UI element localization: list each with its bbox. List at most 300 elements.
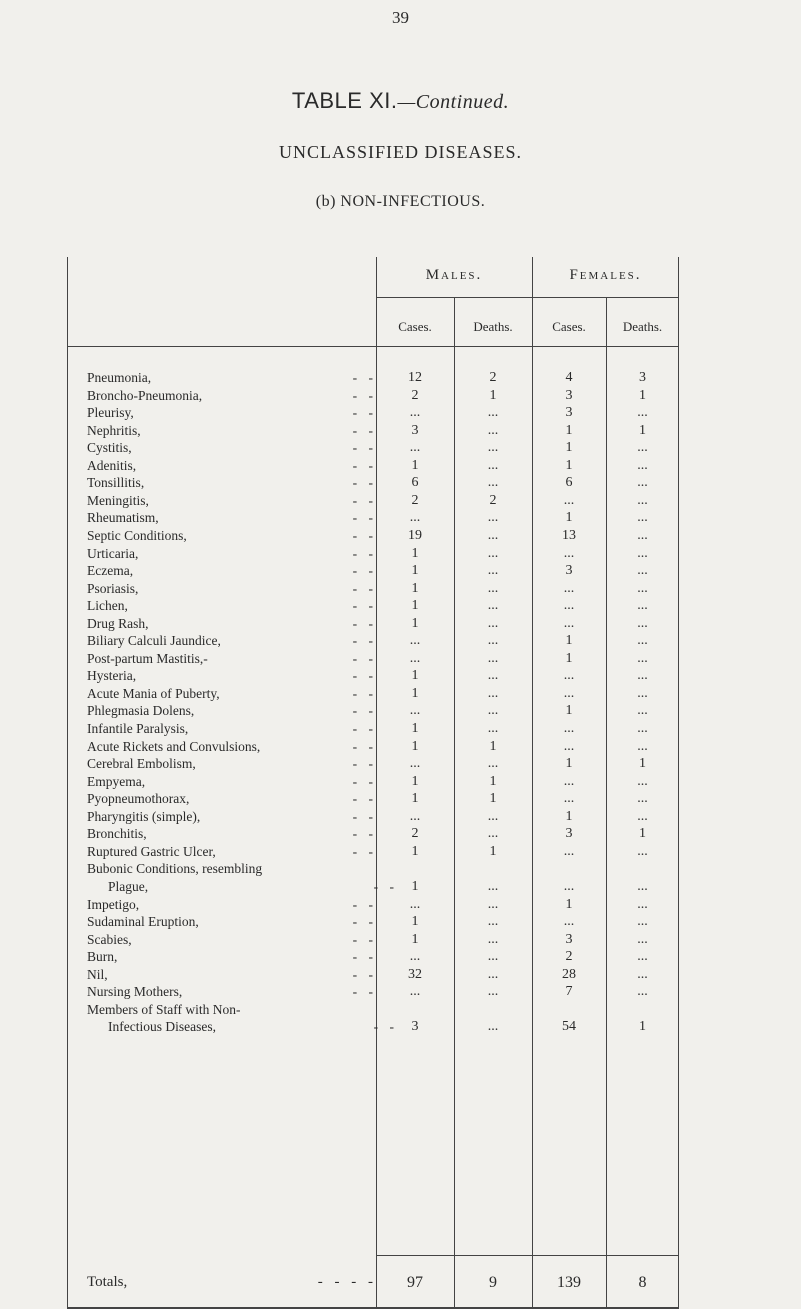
table-row — [67, 580, 679, 597]
females-deaths-cell: ... — [637, 773, 648, 789]
males-cases-cell: 12 — [408, 370, 422, 385]
leader-dashes: - - — [352, 791, 377, 807]
females-deaths-cell: 3 — [639, 370, 646, 385]
females-cases-cell: 1 — [565, 650, 573, 666]
disease-name — [87, 773, 377, 790]
disease-name-text: Pharyngitis (simple), — [87, 808, 201, 824]
males-deaths-cell: ... — [487, 650, 499, 666]
males-cases-cell: 1 — [411, 615, 419, 631]
disease-name — [87, 755, 377, 772]
males-cases-cell: 1 — [411, 668, 419, 684]
leader-dashes: - - — [352, 808, 377, 824]
disease-name-text: Pleurisy, — [87, 405, 134, 421]
disease-name — [87, 545, 377, 562]
females-cases-cell: ... — [563, 685, 575, 701]
males-cases-cell: ... — [409, 510, 421, 526]
males-cases-cell: ... — [409, 405, 421, 421]
females-deaths-cell: ... — [637, 615, 648, 631]
disease-name — [87, 983, 377, 1000]
males-cases-cell: 2 — [411, 826, 419, 842]
males-cases-cell: ... — [409, 896, 421, 912]
disease-name — [87, 860, 377, 877]
table-title — [0, 88, 801, 114]
females-deaths-cell: ... — [637, 510, 648, 526]
table-row — [67, 983, 679, 1000]
disease-name-text: Empyema, — [87, 773, 146, 789]
males-cases-cell: ... — [409, 650, 421, 666]
males-cases-cell: 1 — [411, 721, 419, 736]
table-row — [67, 896, 679, 913]
disease-name-text: Biliary Calculi Jaundice, — [87, 633, 221, 649]
females-cases-cell: 3 — [565, 387, 573, 403]
males-cases-cell: 1 — [411, 545, 419, 561]
disease-name-text: Urticaria, — [87, 545, 139, 561]
females-cases-cell: ... — [563, 668, 575, 684]
males-deaths-cell: ... — [487, 826, 499, 842]
leader-dashes: - - — [352, 914, 377, 930]
disease-name-text: Acute Rickets and Convulsions, — [87, 738, 261, 754]
disease-name-text: Nursing Mothers, — [87, 984, 183, 1000]
leader-dashes: - - — [352, 931, 377, 947]
table-row — [67, 492, 679, 509]
table-title-main: TABLE XI. — [291, 88, 398, 113]
males-deaths-cell: ... — [487, 1019, 499, 1035]
males-cases-cell: 1 — [411, 457, 419, 473]
males-deaths-cell: ... — [487, 984, 499, 1000]
header-females: Females. — [569, 267, 642, 283]
females-deaths-cell: ... — [637, 703, 648, 719]
females-deaths-cell: ... — [637, 914, 648, 930]
totals-dots: - - - - — [317, 1274, 377, 1290]
page-number: 39 — [392, 8, 409, 27]
males-deaths-cell: ... — [487, 510, 499, 526]
males-deaths-cell: ... — [487, 668, 499, 684]
leader-dashes: - - — [352, 773, 377, 789]
males-cases-cell: 1 — [411, 843, 419, 859]
females-cases-cell: ... — [563, 773, 575, 789]
leader-dashes: - - — [352, 615, 377, 631]
header-females-deaths: Deaths. — [622, 319, 663, 334]
females-cases-cell: 1 — [565, 510, 573, 526]
table-row — [67, 843, 679, 860]
leader-dashes: - - — [352, 756, 377, 772]
disease-name — [87, 790, 377, 807]
disease-name — [87, 369, 377, 386]
disease-name-text: Scabies, — [87, 931, 132, 947]
disease-name — [87, 896, 377, 913]
males-deaths-cell: ... — [487, 878, 499, 894]
table-row — [67, 404, 679, 421]
females-deaths-cell: ... — [637, 545, 648, 561]
totals-row — [67, 1274, 679, 1291]
leader-dashes: - - — [352, 685, 377, 701]
females-deaths-cell: ... — [637, 685, 648, 701]
females-cases-cell: ... — [563, 843, 575, 859]
disease-name — [87, 650, 377, 667]
leader-dashes: - - — [352, 527, 377, 543]
males-cases-cell: 1 — [411, 685, 419, 701]
males-deaths-cell: ... — [487, 721, 499, 736]
males-cases-cell: 6 — [411, 475, 419, 491]
disease-name — [87, 632, 377, 649]
disease-name — [87, 720, 377, 737]
disease-name — [87, 667, 377, 684]
females-cases-cell: 3 — [565, 563, 573, 579]
males-cases-cell: ... — [409, 984, 421, 1000]
males-cases-cell: ... — [409, 440, 421, 456]
males-deaths-cell: ... — [487, 756, 499, 772]
disease-name — [87, 738, 377, 755]
header-females-cases: Cases. — [552, 319, 586, 334]
males-deaths-cell: ... — [487, 949, 499, 965]
males-deaths-cell: 2 — [489, 492, 497, 508]
females-deaths-cell: ... — [637, 843, 648, 859]
disease-name-text: Infantile Paralysis, — [87, 721, 189, 736]
header-males-deaths: Deaths. — [473, 319, 513, 334]
table-row — [67, 825, 679, 842]
disease-name — [87, 562, 377, 579]
table-row — [67, 615, 679, 632]
leader-dashes: - - — [352, 966, 377, 982]
males-deaths-cell: ... — [487, 457, 499, 473]
males-deaths-cell: 2 — [489, 370, 497, 385]
females-cases-cell: ... — [563, 598, 575, 614]
males-deaths-cell: ... — [487, 580, 499, 596]
females-cases-cell: ... — [563, 738, 575, 754]
females-deaths-cell: 1 — [639, 387, 646, 403]
disease-name-text: Infectious Diseases, — [108, 1019, 216, 1035]
table-row — [67, 597, 679, 614]
leader-dashes: - - — [352, 843, 377, 859]
males-deaths-cell: ... — [487, 615, 499, 631]
males-deaths-cell: 1 — [489, 773, 497, 789]
disease-name — [87, 457, 377, 474]
disease-name-text: Lichen, — [87, 598, 128, 614]
females-deaths-cell: ... — [637, 492, 648, 508]
leader-dashes: - - — [352, 422, 377, 438]
disease-name-text: Plague, — [108, 878, 149, 894]
males-deaths-cell: 1 — [489, 843, 497, 859]
leader-dashes: - - — [352, 370, 377, 385]
leader-dashes: - - — [352, 826, 377, 842]
females-deaths-cell: ... — [637, 896, 648, 912]
table-row — [67, 702, 679, 719]
leader-dashes: - - — [352, 405, 377, 421]
disease-name — [87, 966, 377, 983]
leader-dashes: - - — [373, 878, 398, 894]
females-deaths-cell: 1 — [639, 826, 646, 842]
males-deaths-cell: ... — [487, 896, 499, 912]
leader-dashes: - - — [352, 580, 377, 596]
males-cases-cell: ... — [409, 756, 421, 772]
leader-dashes: - - — [352, 984, 377, 1000]
disease-name-text: Rheumatism, — [87, 510, 159, 526]
disease-name-text: Pneumonia, — [87, 370, 152, 385]
disease-name-text: Phlegmasia Dolens, — [87, 703, 195, 719]
females-cases-cell: 1 — [565, 440, 573, 456]
females-deaths-cell: ... — [637, 633, 648, 649]
females-cases-cell: 2 — [565, 949, 573, 965]
females-cases-cell: 1 — [565, 808, 573, 824]
females-cases-cell: ... — [563, 492, 575, 508]
males-cases-cell: ... — [409, 949, 421, 965]
females-cases-cell: 3 — [565, 826, 573, 842]
disease-name — [87, 422, 377, 439]
females-deaths-cell: 1 — [639, 1019, 646, 1035]
males-cases-cell: 1 — [411, 773, 419, 789]
females-deaths-cell: ... — [637, 598, 648, 614]
females-deaths-cell: 1 — [639, 756, 646, 772]
males-deaths-cell: ... — [487, 966, 499, 982]
females-deaths-cell: ... — [637, 878, 648, 894]
totals-males-deaths: 9 — [489, 1274, 497, 1291]
disease-name — [87, 404, 377, 421]
males-deaths-cell: 1 — [489, 387, 497, 403]
disease-name — [87, 825, 377, 842]
females-cases-cell: 28 — [562, 966, 576, 982]
table-title-continued: —Continued. — [397, 91, 510, 113]
disease-name — [87, 913, 377, 930]
males-cases-cell: ... — [409, 808, 421, 824]
totals-label — [87, 1274, 377, 1291]
disease-name — [87, 948, 377, 965]
leader-dashes: - - — [352, 457, 377, 473]
leader-dashes: - - — [352, 475, 377, 491]
males-deaths-cell: ... — [487, 527, 499, 543]
disease-name — [87, 387, 377, 404]
disease-name-text: Septic Conditions, — [87, 527, 187, 543]
males-cases-cell: 1 — [411, 878, 419, 894]
females-cases-cell: ... — [563, 615, 575, 631]
leader-dashes: - - — [352, 896, 377, 912]
table-row — [67, 738, 679, 755]
disease-name-text: Adenitis, — [87, 457, 137, 473]
females-cases-cell: 1 — [565, 422, 573, 438]
totals-males-cases: 97 — [407, 1274, 423, 1291]
leader-dashes: - - — [352, 668, 377, 684]
disease-name-text: Sudaminal Eruption, — [87, 914, 199, 930]
disease-name-text: Post-partum Mastitis,- — [87, 650, 208, 666]
males-deaths-cell: ... — [487, 931, 499, 947]
males-deaths-cell: ... — [487, 808, 499, 824]
females-deaths-cell: ... — [637, 791, 648, 807]
females-deaths-cell: ... — [637, 527, 648, 543]
table-row — [67, 931, 679, 948]
females-deaths-cell: ... — [637, 808, 648, 824]
males-cases-cell: 1 — [411, 791, 419, 807]
disease-name — [87, 702, 377, 719]
females-deaths-cell: ... — [637, 650, 648, 666]
table-row — [67, 667, 679, 684]
disease-name-text: Ruptured Gastric Ulcer, — [87, 843, 216, 859]
subsection-title: (b) NON-INFECTIOUS. — [315, 193, 486, 210]
disease-name — [108, 878, 398, 895]
females-deaths-cell: ... — [637, 721, 648, 736]
disease-name — [87, 439, 377, 456]
males-deaths-cell: ... — [487, 914, 499, 930]
table-row — [67, 650, 679, 667]
females-deaths-cell: ... — [637, 580, 648, 596]
table-row — [67, 439, 679, 456]
disease-name-text: Tonsillitis, — [87, 475, 145, 491]
leader-dashes: - - — [352, 949, 377, 965]
header-males: Males. — [425, 267, 483, 283]
females-deaths-cell: ... — [637, 984, 648, 1000]
table-row — [67, 422, 679, 439]
disease-name — [87, 580, 377, 597]
table-row — [67, 527, 679, 544]
leader-dashes: - - — [352, 387, 377, 403]
table-row — [67, 720, 679, 737]
leader-dashes: - - — [373, 1019, 398, 1035]
males-cases-cell: 1 — [411, 598, 419, 614]
males-cases-cell: 1 — [411, 563, 419, 579]
disease-name-text: Bubonic Conditions, resembling — [87, 861, 263, 877]
disease-name — [87, 615, 377, 632]
disease-name-text: Impetigo, — [87, 896, 140, 912]
disease-name — [87, 509, 377, 526]
disease-name-text: Bronchitis, — [87, 826, 147, 842]
table-row — [67, 808, 679, 825]
leader-dashes: - - — [352, 510, 377, 526]
females-deaths-cell: ... — [637, 931, 648, 947]
males-cases-cell: 1 — [411, 580, 419, 596]
females-cases-cell: 54 — [562, 1019, 576, 1035]
females-cases-cell: 1 — [565, 633, 573, 649]
females-cases-cell: 1 — [565, 896, 573, 912]
table-row — [67, 948, 679, 965]
females-cases-cell: 6 — [565, 475, 573, 491]
disease-name — [108, 1018, 398, 1035]
females-deaths-cell: 1 — [639, 422, 646, 438]
females-cases-cell: ... — [563, 914, 575, 930]
males-cases-cell: ... — [409, 703, 421, 719]
females-cases-cell: 4 — [565, 370, 573, 385]
disease-name — [87, 492, 377, 509]
totals-females-deaths: 8 — [638, 1274, 647, 1291]
disease-name-text: Psoriasis, — [87, 580, 139, 596]
table-row — [67, 1018, 679, 1035]
males-deaths-cell: ... — [487, 685, 499, 701]
disease-name — [87, 527, 377, 544]
leader-dashes: - - — [352, 492, 377, 508]
disease-name — [87, 597, 377, 614]
males-cases-cell: 1 — [411, 931, 419, 947]
disease-name-text: Cerebral Embolism, — [87, 756, 196, 772]
leader-dashes: - - — [352, 650, 377, 666]
disease-name-text: Drug Rash, — [87, 615, 149, 631]
disease-name-text: Members of Staff with Non- — [87, 1001, 241, 1017]
males-cases-cell: ... — [409, 633, 421, 649]
disease-name-text: Hysteria, — [87, 668, 137, 684]
table-row — [67, 790, 679, 807]
males-deaths-cell: ... — [487, 440, 499, 456]
males-cases-cell: 32 — [408, 966, 422, 982]
females-deaths-cell: ... — [637, 738, 648, 754]
females-cases-cell: ... — [563, 791, 575, 807]
males-deaths-cell: 1 — [489, 738, 497, 754]
disease-name-text: Burn, — [87, 949, 118, 965]
males-cases-cell: 3 — [411, 1019, 419, 1035]
table-row — [67, 878, 679, 895]
table-row — [67, 1001, 679, 1018]
females-cases-cell: ... — [563, 580, 575, 596]
females-cases-cell: ... — [563, 878, 575, 894]
females-deaths-cell: ... — [637, 966, 648, 982]
table-row — [67, 773, 679, 790]
totals-females-cases: 139 — [557, 1274, 581, 1291]
header-bottom-rule — [67, 346, 679, 347]
males-deaths-cell: ... — [487, 475, 499, 491]
females-deaths-cell: ... — [637, 457, 648, 473]
leader-dashes: - - — [352, 721, 377, 736]
leader-dashes: - - — [352, 633, 377, 649]
females-cases-cell: 1 — [565, 756, 573, 772]
disease-name — [87, 1001, 377, 1018]
totals-rule — [376, 1255, 679, 1256]
disease-name-text: Cystitis, — [87, 440, 132, 456]
males-cases-cell: 3 — [411, 422, 419, 438]
table-row — [67, 685, 679, 702]
disease-name — [87, 808, 377, 825]
table-row — [67, 457, 679, 474]
disease-name — [87, 474, 377, 491]
males-deaths-cell: ... — [487, 422, 499, 438]
table-row — [67, 913, 679, 930]
males-deaths-cell: ... — [487, 703, 499, 719]
females-deaths-cell: ... — [637, 440, 648, 456]
males-deaths-cell: 1 — [489, 791, 497, 807]
males-deaths-cell: ... — [487, 633, 499, 649]
table-row — [67, 632, 679, 649]
table-row — [67, 509, 679, 526]
disease-name-text: Nil, — [87, 966, 108, 982]
table-row — [67, 545, 679, 562]
females-cases-cell: 1 — [565, 457, 573, 473]
males-deaths-cell: ... — [487, 598, 499, 614]
leader-dashes: - - — [352, 440, 377, 456]
disease-name-text: Acute Mania of Puberty, — [87, 685, 220, 701]
leader-dashes: - - — [352, 545, 377, 561]
section-title: UNCLASSIFIED DISEASES. — [278, 142, 523, 162]
table-row — [67, 860, 679, 877]
females-deaths-cell: ... — [637, 563, 648, 579]
males-cases-cell: 1 — [411, 914, 419, 930]
males-cases-cell: 1 — [411, 738, 419, 754]
disease-name-text: Meningitis, — [87, 492, 149, 508]
leader-dashes: - - — [352, 738, 377, 754]
table-row — [67, 369, 679, 386]
header-males-cases: Cases. — [398, 319, 432, 334]
females-cases-cell: 7 — [565, 984, 573, 1000]
leader-dashes: - - — [352, 563, 377, 579]
females-cases-cell: 1 — [565, 703, 573, 719]
disease-name-text: Broncho-Pneumonia, — [87, 387, 203, 403]
males-deaths-cell: ... — [487, 405, 499, 421]
disease-name — [87, 931, 377, 948]
females-cases-cell: 13 — [562, 527, 576, 543]
leader-dashes: - - — [352, 703, 377, 719]
table-row — [67, 562, 679, 579]
disease-name-text: Nephritis, — [87, 422, 141, 438]
females-cases-cell: 3 — [565, 931, 573, 947]
disease-name-text: Pyopneumothorax, — [87, 791, 190, 807]
table-row — [67, 966, 679, 983]
females-cases-cell: 3 — [565, 405, 573, 421]
females-cases-cell: ... — [563, 545, 575, 561]
group-rule — [376, 297, 679, 298]
table-row — [67, 387, 679, 404]
